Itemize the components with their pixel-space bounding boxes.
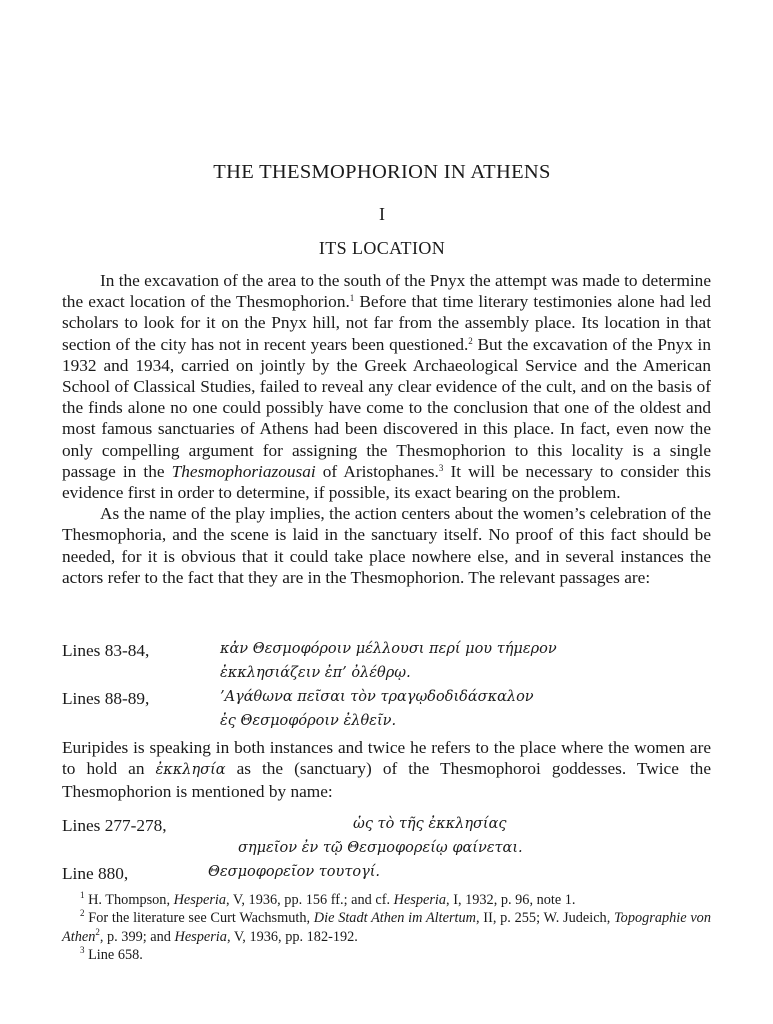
body-text-2 [62,737,711,803]
journal-title: Hesperia [393,892,447,908]
footnote-number: 1 [80,890,85,900]
footnote-2 [62,909,711,946]
text-run: , I, 1932, p. 96, note 1. [446,892,576,908]
book-title: Die Stadt Athen im Altertum [313,910,476,927]
text-run: Line 658. [84,946,143,963]
quote-row [62,641,711,665]
quote-row [62,665,711,689]
footnote-ref-2: 2 [468,335,473,346]
quote-row [62,816,711,840]
quote-label: Lines 83-84, [62,641,150,660]
footnote-ref-1: 1 [349,293,355,304]
edition-number: 2 [95,926,100,937]
footnote-number: 2 [80,908,85,919]
quote-greek: σημεῖον ἐν τῷ Θεσμοφορείῳ φαίνεται. [238,840,523,856]
text-run: Before that time literary testimonies alone had led scholars to look for it on the Pnyx hill, not far from the assembly place. Its location in that section of the city has not in recent years been questioned. [62,292,711,354]
quote-greek: ἐκκλησιάζειν ἐπ’ ὀλέθρῳ. [220,665,411,681]
text-run: Euripides is speaking in both instances and twice he refers to the place where the women are to hold an [62,738,711,779]
body-text [62,270,711,588]
text-run: , p. 399; and [99,928,175,945]
journal-title: Hesperia [173,892,227,908]
text-run: It will be necessary to consider this evidence first in order to determine, if possible, its exact bearing on the problem. [62,461,712,503]
quote-row [62,713,711,737]
text-run: as the (sanctuary) of the Thesmophoroi goddesses. Twice the Thesmophorion is mentioned by name: [62,759,711,802]
footnote-1 [62,891,711,909]
text-run: For the literature see Curt Wachsmuth, [84,910,314,927]
quote-greek: ὡς τὸ τῆς ἐκκλησίας [353,816,507,832]
text-run: H. Thompson, [84,892,174,908]
greek-word: ἐκκλησία [155,762,226,779]
journal-title: Hesperia [174,928,227,945]
quote-row [62,864,711,888]
quote-row [62,689,711,713]
quote-label: Line 880, [62,864,129,883]
quote-greek: Θεσμοφορεῖον τουτογί. [208,864,381,880]
text-run: , V, 1936, pp. 182-192. [226,928,358,945]
text-run: , II, p. 255; W. Judeich, [475,910,615,927]
quote-block-1 [62,641,711,737]
paragraph-1 [62,270,711,503]
footnote-number: 3 [80,944,85,955]
quote-greek: ἐς Θεσμοφόροιν ἐλθεῖν. [220,713,397,729]
section-title: ITS LOCATION [318,238,446,258]
quote-label: Lines 88-89, [62,689,150,708]
footnotes [62,891,711,964]
text-run: But the excavation of the Pnyx in 1932 and 1934, carried on jointly by the Greek Archaeological Service and the American School of Classical Studies, failed to reveal any clear evidence of the cult, and on the basis of the finds alone no one could possibly have come to the conclusion that one of the oldest and most famous sanctuaries of Athens had been discovered in this place. In fact, even now the only compelling argument for assigning the Thesmophorion to this locality is a single passage in the [62,334,711,481]
text-run: In the excavation of the area to the south of the Pnyx the attempt was made to determine the exact location of the Thesmophorion. [62,271,711,312]
footnote-3 [62,946,711,964]
quote-greek: κἀν Θεσμοφόροιν μέλλουσι περί μου τήμερον [220,641,557,657]
quote-label: Lines 277-278, [62,816,167,835]
quote-greek: ’Αγάθωνα πεῖσαι τὸν τραγῳδοδιδάσκαλον [220,689,534,705]
section-number: I [379,204,385,224]
play-title: Thesmophoriazousai [171,461,316,481]
book-title: Topographie von Athen [62,910,711,945]
text-run: , V, 1936, pp. 156 ff.; and cf. [226,892,394,908]
footnote-ref-3: 3 [438,462,444,473]
text-run: of Aristophanes. [315,461,439,481]
quote-block-2 [62,816,711,888]
paragraph-3 [62,737,711,803]
quote-row [62,840,711,864]
paragraph-2: As the name of the play implies, the action centers about the women’s celebration of the Thesmophoria, and the scene is laid in the sanctuary itself. No proof of this fact should be needed, for it is obvious that it could take place nowhere else, and in several instances the actors refer to the fact that they are in the Thesmophorion. The relevant passages are: [62,504,711,587]
page-title: THE THESMOPHORION IN ATHENS [213,161,551,183]
